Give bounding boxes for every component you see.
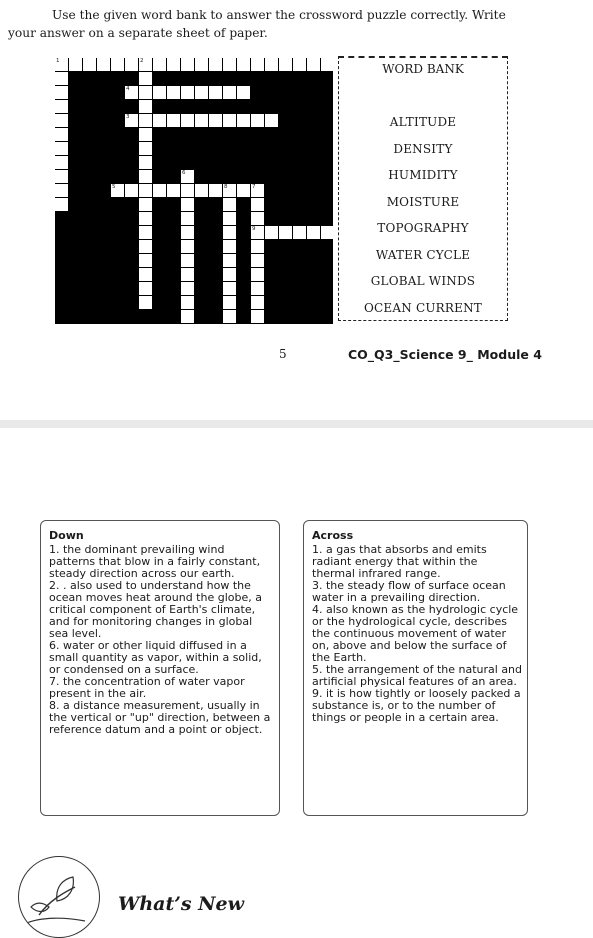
- crossword-cell: [223, 86, 236, 99]
- crossword-grid: [55, 58, 333, 324]
- word-bank-item: DENSITY: [393, 142, 453, 156]
- across-clue: 3. the steady flow of surface ocean water in a prevailing direction.: [312, 579, 506, 604]
- crossword-clue-number: 9: [252, 226, 256, 232]
- crossword-cell: [307, 58, 320, 71]
- crossword-cell: [139, 254, 152, 267]
- crossword-cell: [153, 184, 166, 197]
- crossword-cell: [139, 100, 152, 113]
- word-bank-item: TOPOGRAPHY: [377, 221, 469, 235]
- crossword-clue-number: 5: [112, 184, 116, 190]
- crossword-cell: [237, 86, 250, 99]
- crossword-cell: [139, 114, 152, 127]
- crossword-cell: [195, 86, 208, 99]
- crossword-cell: [237, 184, 250, 197]
- page-number: 5: [279, 347, 287, 361]
- crossword-cell: [181, 226, 194, 239]
- crossword-cell: [139, 128, 152, 141]
- crossword-cell: [181, 58, 194, 71]
- crossword-cell: [139, 268, 152, 281]
- crossword-cell: [139, 240, 152, 253]
- crossword-cell: [139, 170, 152, 183]
- crossword-cell: [181, 268, 194, 281]
- crossword-cell: [223, 310, 236, 323]
- crossword-cell: [139, 142, 152, 155]
- crossword-cell: [153, 58, 166, 71]
- crossword-cell: [97, 58, 110, 71]
- crossword-cell: [139, 72, 152, 85]
- crossword-cell: [195, 184, 208, 197]
- crossword-cell: [55, 114, 68, 127]
- across-clues-box: [303, 520, 528, 816]
- crossword-cell: [223, 268, 236, 281]
- crossword-cell: [139, 282, 152, 295]
- down-clue: 6. water or other liquid diffused in a small quantity as vapor, within a solid, or condensed on a surface.: [49, 639, 262, 676]
- instructions-line-1: Use the given word bank to answer the crossword puzzle correctly. Write: [52, 8, 506, 22]
- crossword-cell: [251, 282, 264, 295]
- crossword-cell: [195, 114, 208, 127]
- crossword-cell: [181, 212, 194, 225]
- crossword-cell: [139, 212, 152, 225]
- down-clue: 8. a distance measurement, usually in the vertical or "up" direction, between a reference datum and a point or object.: [49, 699, 271, 736]
- crossword-cell: [251, 184, 264, 197]
- across-clue: 5. the arrangement of the natural and artificial physical features of an area.: [312, 663, 523, 688]
- crossword-cell: [139, 184, 152, 197]
- crossword-cell: [139, 156, 152, 169]
- crossword-cell: [251, 58, 264, 71]
- down-clue: 2. . also used to understand how the ocean moves heat around the globe, a critical component of Earth's climate, and for monitoring changes in global sea level.: [49, 579, 262, 640]
- crossword-cell: [251, 268, 264, 281]
- crossword-cell: [209, 58, 222, 71]
- crossword-cell: [279, 58, 292, 71]
- crossword-cell: [111, 184, 124, 197]
- crossword-cell: [223, 282, 236, 295]
- crossword-clue-number: 2: [140, 58, 144, 64]
- crossword-cell: [223, 114, 236, 127]
- crossword-cell: [209, 86, 222, 99]
- crossword-cell: [139, 198, 152, 211]
- crossword-cell: [293, 58, 306, 71]
- across-clue: 9. it is how tightly or loosely packed a substance is, or to the number of things or people in a certain area.: [312, 687, 521, 724]
- crossword-cell: [223, 296, 236, 309]
- crossword-cell: [111, 58, 124, 71]
- crossword-cell: [223, 212, 236, 225]
- crossword-cell: [321, 58, 333, 71]
- word-bank-item: ALTITUDE: [389, 115, 457, 129]
- crossword-cell: [167, 184, 180, 197]
- down-clues-title: Down: [49, 529, 84, 542]
- crossword-cell: [251, 212, 264, 225]
- crossword-cell: [167, 86, 180, 99]
- crossword-cell: [181, 254, 194, 267]
- crossword-clue-number: 8: [224, 184, 228, 190]
- crossword-cell: [181, 310, 194, 323]
- across-clue: 1. a gas that absorbs and emits radiant energy that within the thermal infrared range.: [312, 543, 487, 580]
- crossword-cell: [223, 184, 236, 197]
- crossword-cell: [181, 114, 194, 127]
- crossword-clue-number: 7: [252, 184, 256, 190]
- crossword-cell: [167, 58, 180, 71]
- crossword-cell: [139, 58, 152, 71]
- crossword-cell: [83, 58, 96, 71]
- crossword-cell: [69, 58, 82, 71]
- instructions-line-2: your answer on a separate sheet of paper.: [8, 26, 268, 40]
- crossword-cell: [55, 128, 68, 141]
- crossword-cell: [181, 282, 194, 295]
- across-clue: 4. also known as the hydrologic cycle or the hydrological cycle, describes the continuous movement of water on, above and below the surface of the Earth.: [312, 603, 519, 664]
- crossword-cell: [265, 226, 278, 239]
- crossword-cell: [195, 58, 208, 71]
- crossword-cell: [153, 114, 166, 127]
- crossword-cell: [181, 184, 194, 197]
- crossword-clue-number: 4: [126, 86, 130, 92]
- crossword-cell: [181, 240, 194, 253]
- down-clues-box: [40, 520, 280, 816]
- crossword-cell: [223, 58, 236, 71]
- crossword-cell: [139, 86, 152, 99]
- word-bank-item: HUMIDITY: [388, 168, 458, 182]
- crossword-cell: [265, 58, 278, 71]
- crossword-cell: [167, 114, 180, 127]
- crossword-cell: [265, 114, 278, 127]
- crossword-cell: [125, 184, 138, 197]
- crossword-cell: [223, 240, 236, 253]
- crossword-cell: [125, 86, 138, 99]
- crossword-cell: [251, 240, 264, 253]
- crossword-cell: [251, 296, 264, 309]
- crossword-cell: [251, 310, 264, 323]
- crossword-cell: [321, 226, 333, 239]
- crossword-cell: [55, 72, 68, 85]
- crossword-cell: [223, 198, 236, 211]
- page-separator: [0, 420, 593, 428]
- crossword-cell: [125, 114, 138, 127]
- crossword-cell: [139, 226, 152, 239]
- down-clue: 1. the dominant prevailing wind patterns that blow in a fairly constant, steady direction across our earth.: [49, 543, 261, 580]
- crossword-cell: [55, 198, 68, 211]
- word-bank-item: GLOBAL WINDS: [370, 274, 476, 288]
- crossword-cell: [293, 226, 306, 239]
- crossword-cell: [55, 86, 68, 99]
- crossword-cell: [55, 142, 68, 155]
- crossword-cell: [237, 114, 250, 127]
- module-label: CO_Q3_Science 9_ Module 4: [348, 347, 542, 362]
- down-clue: 7. the concentration of water vapor present in the air.: [49, 675, 245, 700]
- crossword-cell: [55, 184, 68, 197]
- crossword-clue-number: 1: [56, 58, 60, 64]
- crossword-cell: [279, 226, 292, 239]
- crossword-cell: [307, 226, 320, 239]
- crossword-cell: [55, 156, 68, 169]
- whats-new-leaf-icon: [18, 856, 100, 938]
- instructions: [8, 6, 588, 42]
- crossword-clue-number: 6: [182, 170, 186, 176]
- word-bank-item: MOISTURE: [386, 195, 460, 209]
- section-title: What’s New: [118, 893, 244, 915]
- crossword-cell: [223, 226, 236, 239]
- crossword-cell: [153, 86, 166, 99]
- across-clues-title: Across: [312, 529, 354, 542]
- crossword-cell: [181, 86, 194, 99]
- word-bank-item: WATER CYCLE: [375, 248, 471, 262]
- word-bank-item: OCEAN CURRENT: [364, 301, 482, 315]
- crossword-cell: [251, 254, 264, 267]
- crossword-cell: [209, 114, 222, 127]
- crossword-cell: [223, 254, 236, 267]
- crossword-cell: [55, 100, 68, 113]
- crossword-clue-number: 3: [126, 114, 130, 120]
- crossword-cell: [181, 296, 194, 309]
- crossword-cell: [125, 58, 138, 71]
- crossword-cell: [237, 58, 250, 71]
- crossword-cell: [55, 58, 68, 71]
- crossword-cell: [55, 170, 68, 183]
- crossword-cell: [251, 198, 264, 211]
- crossword-cell: [209, 184, 222, 197]
- word-bank: [338, 56, 508, 321]
- crossword-cell: [251, 114, 264, 127]
- crossword-cell: [139, 296, 152, 309]
- crossword-cell: [181, 198, 194, 211]
- crossword-cell: [251, 226, 264, 239]
- crossword-cell: [181, 170, 194, 183]
- word-bank-title: WORD BANK: [382, 62, 464, 76]
